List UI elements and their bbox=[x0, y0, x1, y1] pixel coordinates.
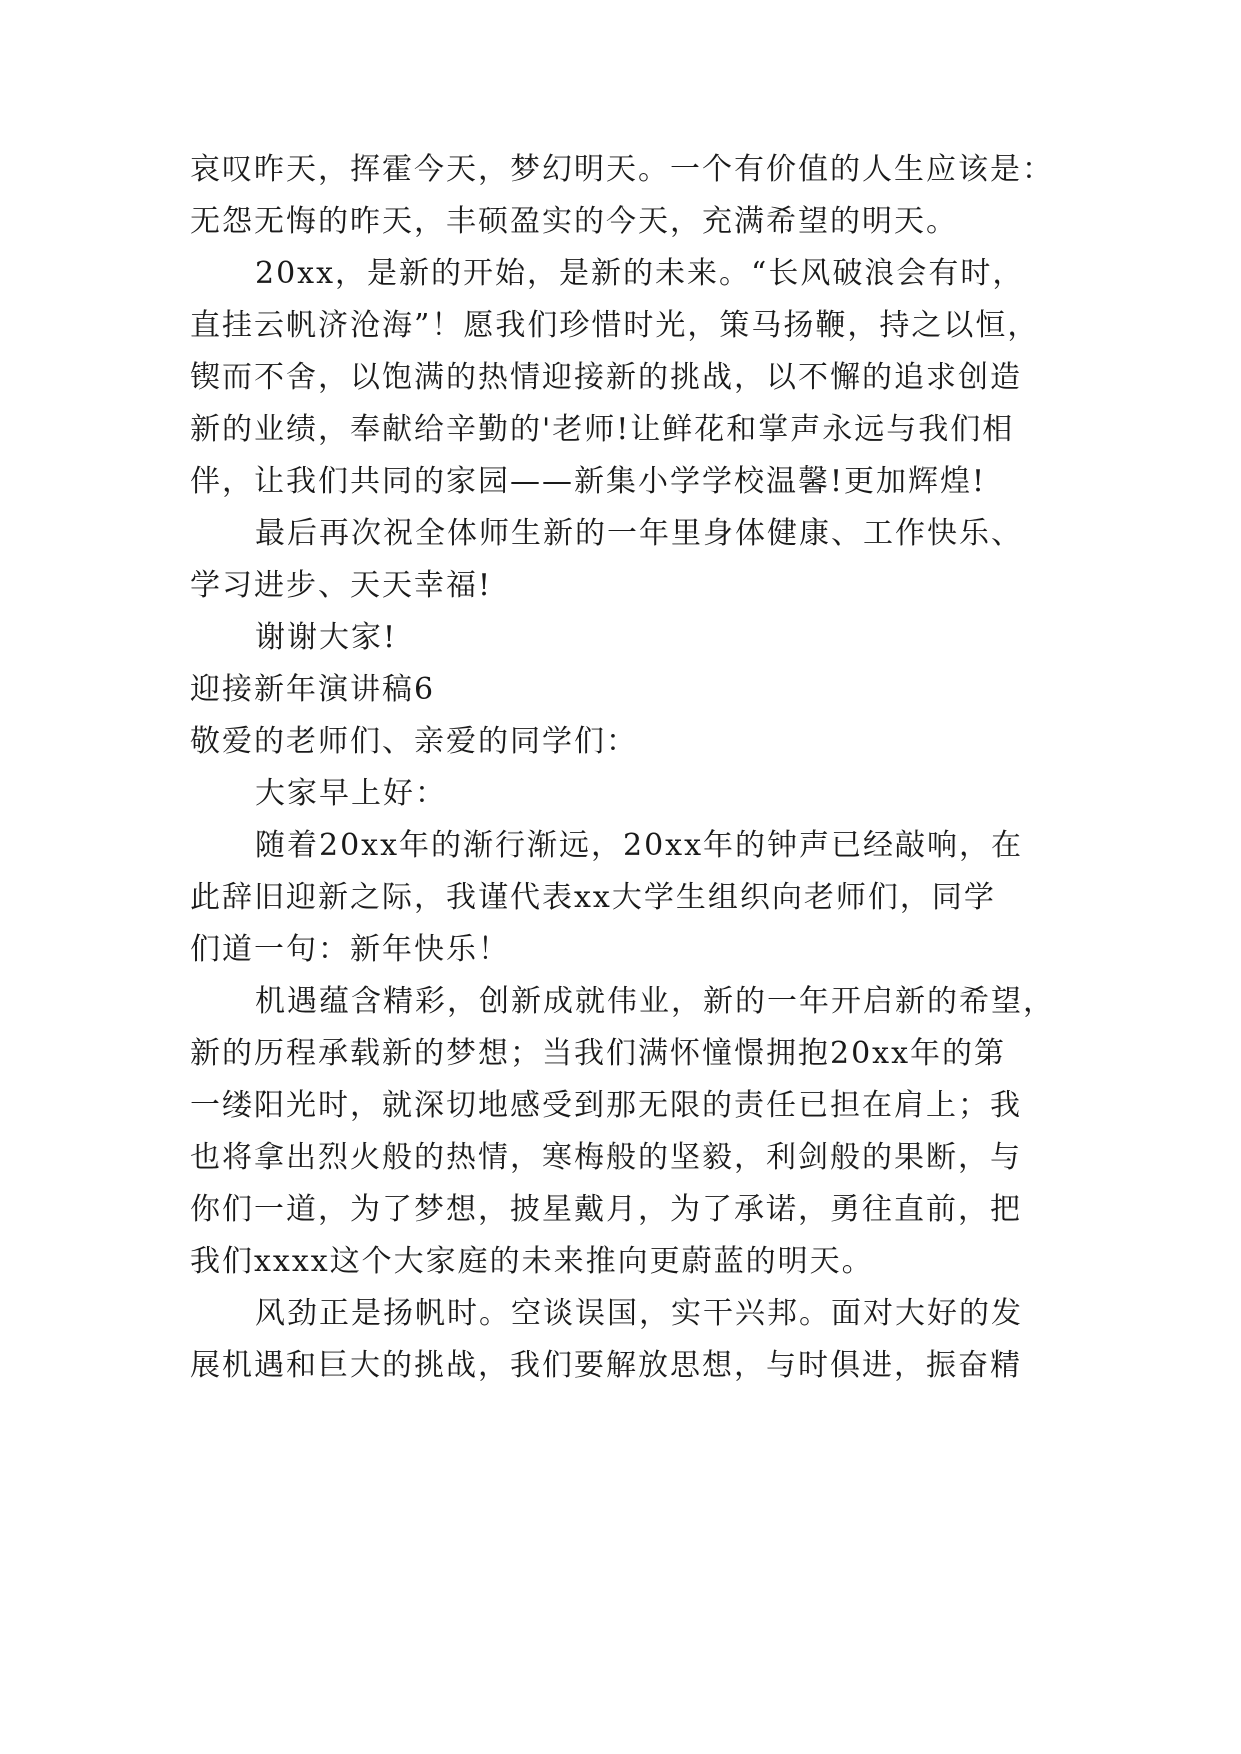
text-line: 最后再次祝全体师生新的一年里身体健康、工作快乐、 bbox=[255, 516, 1023, 551]
text-line: 你们一道，为了梦想，披星戴月，为了承诺，勇往直前，把 bbox=[190, 1192, 1022, 1227]
text-line: 直挂云帆济沧海”！愿我们珍惜时光，策马扬鞭，持之以恒， bbox=[190, 308, 1040, 343]
salutation: 敬爱的老师们、亲爱的同学们： bbox=[190, 724, 638, 759]
text-line: 锲而不舍，以饱满的热情迎接新的挑战，以不懈的追求创造 bbox=[190, 360, 1022, 395]
text-line: 新的业绩，奉献给辛勤的'老师!让鲜花和掌声永远与我们相 bbox=[190, 412, 1015, 447]
text-line: 学习进步、天天幸福! bbox=[190, 568, 493, 603]
text-line: 们道一句：新年快乐！ bbox=[190, 932, 510, 967]
text-line: 也将拿出烈火般的热情，寒梅般的坚毅，利剑般的果断，与 bbox=[190, 1140, 1022, 1175]
text-line: 机遇蕴含精彩，创新成就伟业，新的一年开启新的希望， bbox=[255, 984, 1055, 1019]
greeting: 大家早上好： bbox=[255, 776, 447, 811]
text-line: 风劲正是扬帆时。空谈误国，实干兴邦。面对大好的发 bbox=[255, 1296, 1023, 1331]
text-line: 随着20xx年的渐行渐远，20xx年的钟声已经敲响，在 bbox=[255, 828, 1024, 863]
text-line: 无怨无悔的昨天，丰硕盈实的今天，充满希望的明天。 bbox=[190, 204, 958, 239]
text-line: 20xx，是新的开始，是新的未来。“长风破浪会有时， bbox=[255, 256, 1025, 291]
text-line: 谢谢大家! bbox=[255, 620, 398, 655]
text-line: 哀叹昨天，挥霍今天，梦幻明天。一个有价值的人生应该是： bbox=[190, 152, 1054, 187]
text-line: 此辞旧迎新之际，我谨代表xx大学生组织向老师们，同学 bbox=[190, 880, 996, 915]
text-line: 我们xxxx这个大家庭的未来推向更蔚蓝的明天。 bbox=[190, 1244, 874, 1279]
text-line: 一缕阳光时，就深切地感受到那无限的责任已担在肩上；我 bbox=[190, 1088, 1022, 1123]
text-line: 新的历程承载新的梦想；当我们满怀憧憬拥抱20xx年的第 bbox=[190, 1036, 1007, 1071]
section-heading: 迎接新年演讲稿6 bbox=[190, 672, 436, 707]
text-line: 伴，让我们共同的家园——新集小学学校温馨!更加辉煌! bbox=[190, 464, 987, 499]
text-line: 展机遇和巨大的挑战，我们要解放思想，与时俱进，振奋精 bbox=[190, 1348, 1022, 1383]
